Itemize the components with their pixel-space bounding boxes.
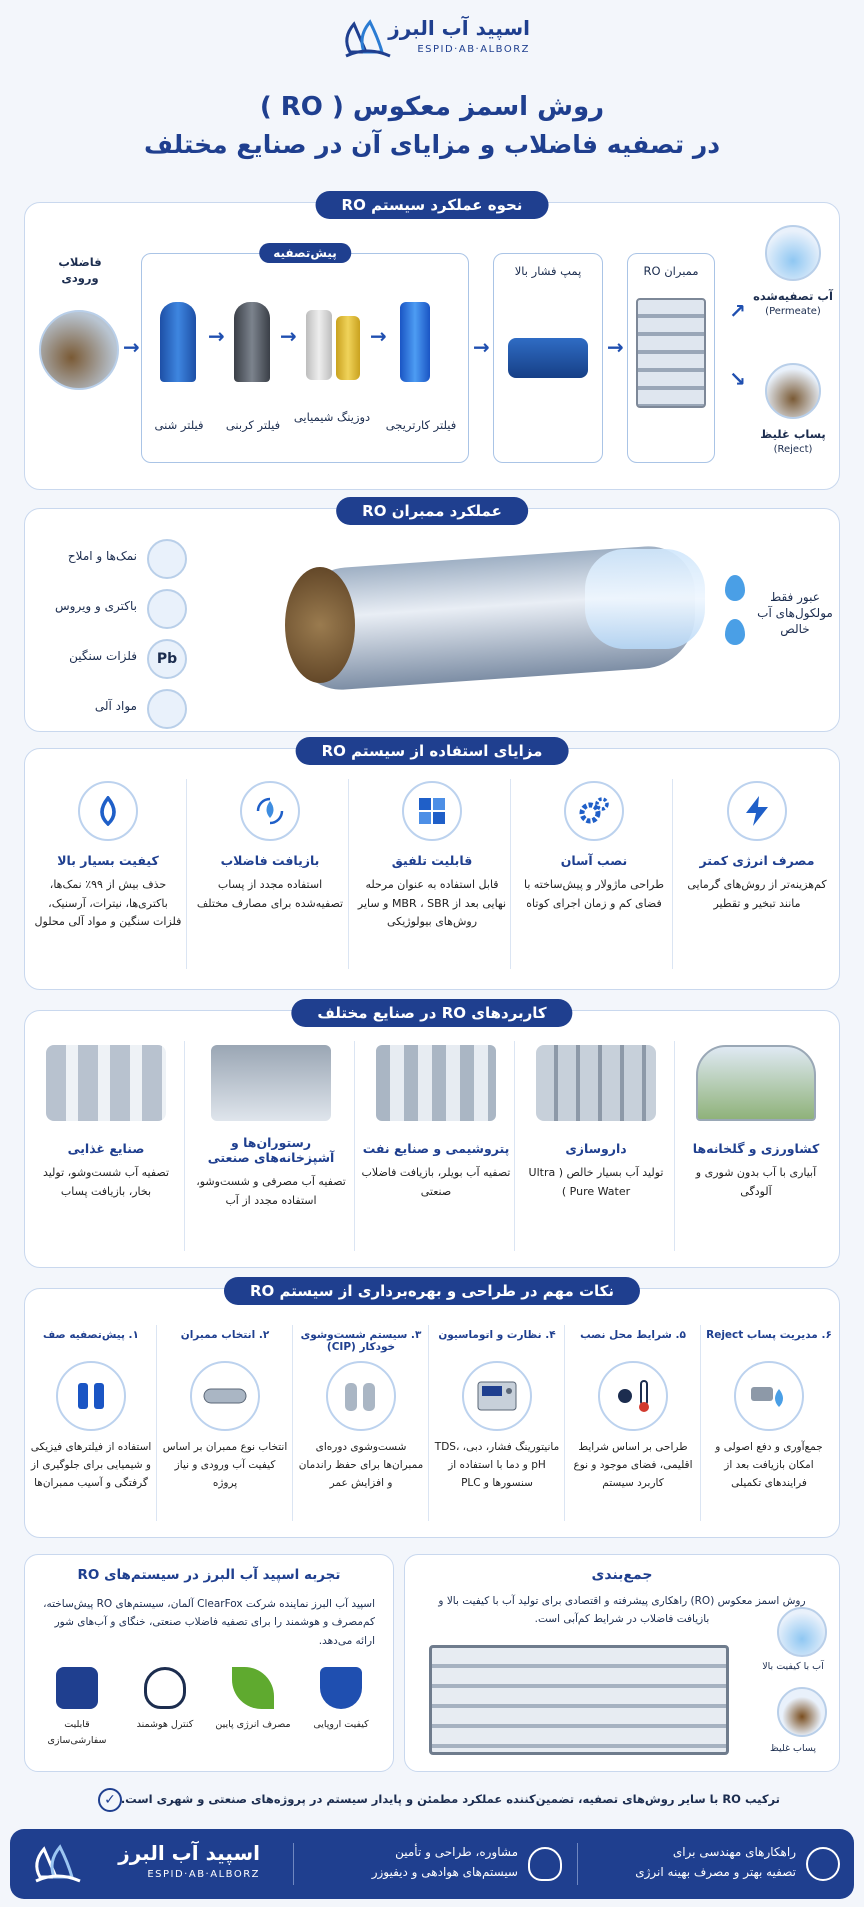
- section-system-flow: [24, 196, 840, 490]
- sand-filter-icon: [160, 302, 196, 382]
- membrane-box: [627, 253, 715, 463]
- leaf-icon: [232, 1667, 274, 1709]
- divider: [514, 1041, 515, 1251]
- tip-pretreatment: ۱. پیش‌تصفیه صف استفاده از فیلترهای فیزیکی و شیمیایی برای جلوگیری از گرفتگی و آسیب ممبران‌ها: [30, 1329, 152, 1489]
- pharma-plant-icon: [536, 1045, 656, 1121]
- divider: [672, 779, 673, 969]
- pump-icon: [508, 338, 588, 378]
- contaminant-item: فلزات سنگین Pb: [27, 639, 187, 689]
- benefit-recycle: بازیافت فاضلاب استفاده مجدد از پساب تصفیه‌شده برای مصارف مختلف: [195, 781, 345, 913]
- clear-tube: [585, 549, 705, 649]
- clean-water-glass-icon: [765, 225, 821, 281]
- industry-restaurant: رستوران‌ها و آشپزخانه‌های صنعتی تصفیه آب مصرفی و شست‌وشو، استفاده مجدد از آب: [191, 1045, 351, 1210]
- pump-label: پمپ فشار بالا: [514, 264, 582, 278]
- food-plant-icon: [46, 1045, 166, 1121]
- virus-icon: [147, 589, 187, 629]
- section-title: کاربردهای RO در صنایع مختلف: [291, 999, 572, 1027]
- industry-food: صنایع غذایی تصفیه آب شست‌وشو، تولید بخار، بازیافت پساب: [31, 1045, 181, 1201]
- refinery-icon: [376, 1045, 496, 1121]
- sewage-pipe-icon: [39, 310, 119, 390]
- divider: [564, 1325, 565, 1521]
- benefit-quality: کیفیت بسیار بالا حذف بیش از ۹۹٪ نمک‌ها، باکتری‌ها، نیترات، آرسنیک، فلزات سنگین و مواد آلی محلول: [33, 781, 183, 932]
- title-line-2: در تصفیه فاضلاب و مزایای آن در صنایع مختلف: [143, 130, 721, 159]
- membrane-rack-icon: [636, 298, 706, 408]
- divider: [354, 1041, 355, 1251]
- tip-cip: ۳. سیستم شست‌وشوی خودکار (CIP) شست‌وشوی دوره‌ای ممبران‌ها برای حفظ راندمان و افزایش عمر: [298, 1329, 424, 1489]
- title-line-1: روش اسمز معکوس ( RO ): [259, 92, 605, 122]
- divider: [184, 1041, 185, 1251]
- summary-title: جمع‌بندی: [591, 1567, 653, 1583]
- gears-icon: [564, 781, 624, 841]
- logo-mark-icon: [340, 16, 394, 60]
- flow-arrow: →: [208, 324, 225, 348]
- shield-check-icon: [320, 1667, 362, 1709]
- benefit-energy: مصرف انرژی کمتر کم‌هزینه‌تر از روش‌های گرمایی مانند تبخیر و تقطیر: [687, 781, 827, 913]
- experience-panel: [24, 1554, 394, 1772]
- benefit-integration: قابلیت تلفیق قابل استفاده به عنوان مرحله نهایی بعد از MBR ، SBR و سایر روش‌های بیولوژیکی: [357, 781, 507, 932]
- footer-brand: اسپید آب البرز ESPID·AB·ALBORZ: [30, 1839, 280, 1889]
- pretreatment-title: پیش‌تصفیه: [259, 243, 351, 263]
- pretreatment-box: [141, 246, 469, 463]
- dosing-tank-yellow-icon: [336, 316, 360, 380]
- sun-thermometer-icon: [598, 1361, 668, 1431]
- inlet-label: فاضلاب ورودی: [58, 255, 102, 285]
- industry-agriculture: کشاورزی و گلخانه‌ها آبیاری با آب بدون شوری و آلودگی: [681, 1045, 831, 1201]
- branch-arrow: ↘: [729, 367, 746, 391]
- flow-arrow: →: [607, 335, 624, 359]
- section-title: مزایای استفاده از سیستم RO: [296, 737, 569, 765]
- page-title: [0, 92, 864, 159]
- membrane-label: ممبران RO: [643, 264, 699, 278]
- carbon-filter-icon: [234, 302, 270, 382]
- divider: [428, 1325, 429, 1521]
- summary-panel: [404, 1554, 840, 1772]
- contaminant-item: مواد آلی: [27, 689, 187, 739]
- unit-label: فیلتر کربنی: [225, 418, 281, 432]
- section-tips: [24, 1282, 840, 1538]
- industry-pharma: داروسازی تولید آب بسیار خالص ( Ultra Pure Water ): [521, 1045, 671, 1201]
- section-title: نحوه عملکرد سیستم RO: [316, 191, 549, 219]
- feature-quality: کیفیت اروپایی: [299, 1667, 383, 1733]
- divider: [156, 1325, 157, 1521]
- control-panel-icon: [462, 1361, 532, 1431]
- concentrate-drop-icon: [777, 1687, 827, 1737]
- water-drop-icon: [78, 781, 138, 841]
- contaminant-item: باکتری و ویروس: [27, 589, 187, 639]
- customization-icon: [56, 1667, 98, 1709]
- flow-arrow: →: [280, 324, 297, 348]
- headset-icon: [528, 1847, 562, 1881]
- water-drop-icon: [725, 619, 745, 645]
- closing-note: ✓ ترکیب RO با سایر روش‌های تصفیه، تضمین‌کننده عملکرد مطمئن و پایدار سیستم در پروژه‌های صنعتی و شهری است.: [24, 1784, 840, 1818]
- pump-box: [493, 253, 603, 463]
- section-title: عملکرد ممبران RO: [336, 497, 528, 525]
- brain-circuit-icon: [144, 1667, 186, 1709]
- clean-water-glass-icon: [777, 1607, 827, 1657]
- divider: [186, 779, 187, 969]
- reject-pipe-icon: [734, 1361, 804, 1431]
- plant-icon: [806, 1847, 840, 1881]
- experience-title: تجربه اسپید آب البرز در سیستم‌های RO: [77, 1567, 341, 1583]
- footer-item-consulting: مشاوره، طراحی و تأمین سیستم‌های هوادهی و دیفیوزر: [312, 1841, 562, 1887]
- footer-bar: [10, 1829, 854, 1899]
- logo-mark-icon: [30, 1841, 84, 1885]
- section-industries: [24, 1004, 840, 1268]
- flow-arrow: →: [473, 335, 490, 359]
- divider: [700, 1325, 701, 1521]
- tip-reject: ۶. مدیریت پساب Reject جمع‌آوری و دفع اصولی و امکان بازیافت بعد از فرایندهای تکمیلی: [706, 1329, 832, 1489]
- industry-petrochemical: پتروشیمی و صنایع نفت تصفیه آب بویلر، بازیافت فاضلاب صنعتی: [361, 1045, 511, 1201]
- unit-label: دوزینگ شیمیایی: [293, 410, 371, 424]
- cartridge-filter-icon: [400, 302, 430, 382]
- concentrate-glass-icon: [765, 363, 821, 419]
- feature-list: [35, 1667, 383, 1761]
- footer-item-engineering: راهکارهای مهندسی برای تصفیه بهتر و مصرف بهینه انرژی: [590, 1841, 840, 1887]
- membrane-tube-icon: [190, 1361, 260, 1431]
- feature-energy: مصرف انرژی پایین: [211, 1667, 295, 1733]
- brand-logo: [340, 14, 530, 64]
- dosing-tank-icon: [306, 310, 332, 380]
- pure-water-label: عبور فقط مولکول‌های آب خالص: [757, 590, 833, 637]
- feature-smart: کنترل هوشمند: [123, 1667, 207, 1733]
- kitchen-icon: [211, 1045, 331, 1121]
- divider: [348, 779, 349, 969]
- ro-skid-image: [429, 1645, 729, 1755]
- branch-arrow: ↗: [729, 299, 746, 323]
- benefit-install: نصب آسان طراحی ماژولار و پیش‌ساخته با فضای کم و زمان اجرای کوتاه: [519, 781, 669, 913]
- reject-water-label: پساب غلیظ: [770, 1743, 816, 1754]
- puzzle-icon: [402, 781, 462, 841]
- tip-automation: ۴. نظارت و اتوماسیون مانیتورینگ فشار، دبی، TDS، pH و دما با استفاده از سنسورها و PLC: [434, 1329, 560, 1489]
- section-title: نکات مهم در طراحی و بهره‌برداری از سیستم RO: [224, 1277, 640, 1305]
- divider: [674, 1041, 675, 1251]
- salt-icon: [147, 539, 187, 579]
- divider: [577, 1843, 578, 1885]
- greenhouse-icon: [696, 1045, 816, 1121]
- divider: [293, 1843, 294, 1885]
- good-water-label: آب با کیفیت بالا: [762, 1661, 824, 1672]
- divider: [292, 1325, 293, 1521]
- brand-latin: ESPID·AB·ALBORZ: [417, 44, 530, 55]
- section-benefits: [24, 742, 840, 990]
- divider: [510, 779, 511, 969]
- tip-site: ۵. شرایط محل نصب طراحی بر اساس شرایط اقلیمی، فضای موجود و نوع کاربرد سیستم: [573, 1329, 693, 1489]
- heavy-metal-icon: Pb: [147, 639, 187, 679]
- permeate-label: آب تصفیه‌شده (Permeate): [753, 289, 833, 317]
- recycle-water-icon: [240, 781, 300, 841]
- organic-icon: [147, 689, 187, 729]
- reject-label: پساب غلیظ (Reject): [760, 427, 826, 455]
- flow-arrow: →: [123, 335, 140, 359]
- unit-label: فیلتر شنی: [154, 418, 204, 432]
- tip-membrane: ۲. انتخاب ممبران انتخاب نوع ممبران بر اساس کیفیت آب ورودی و نیاز پروژه: [162, 1329, 288, 1489]
- water-drop-icon: [725, 575, 745, 601]
- contaminant-item: نمک‌ها و املاح: [27, 539, 187, 589]
- contaminant-list: [27, 539, 187, 739]
- section-membrane: [24, 502, 840, 732]
- experience-body: اسپید آب البرز نماینده شرکت ClearFox آلمان، سیستم‌های RO پیش‌ساخته، کم‌مصرف و هوشمند را برای تصفیه فاضلاب صنعتی، خنگای و آب‌های شور ارائه می‌دهد.: [43, 1598, 375, 1647]
- cip-tanks-icon: [326, 1361, 396, 1431]
- lightning-icon: [727, 781, 787, 841]
- check-circle-icon: ✓: [98, 1788, 122, 1812]
- flow-arrow: →: [370, 324, 387, 348]
- brand-name: اسپید آب البرز: [388, 16, 530, 40]
- summary-body: روش اسمز معکوس (RO) راهکاری پیشرفته و اقتصادی برای تولید آب با کیفیت بالا و بازیافت فاضلاب در شرایط کم‌آبی است.: [438, 1595, 806, 1625]
- unit-label: فیلتر کارتریجی: [385, 418, 457, 432]
- filter-cartridges-icon: [56, 1361, 126, 1431]
- feature-custom: قابلیت سفارشی‌سازی: [35, 1667, 119, 1749]
- membrane-end-cap: [285, 567, 355, 683]
